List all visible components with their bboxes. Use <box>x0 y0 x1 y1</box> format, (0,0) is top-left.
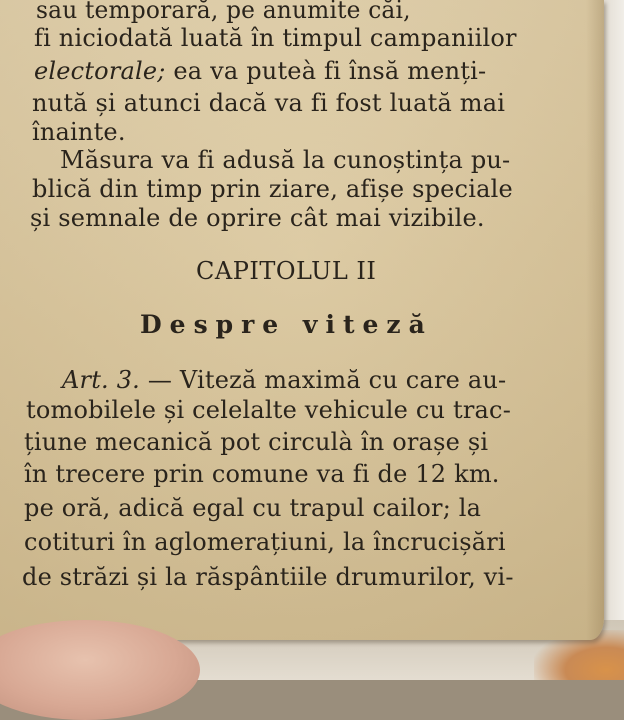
article-label: Art. 3. <box>62 366 141 394</box>
line-text: fi niciodată luată în timpul campaniilor <box>34 24 517 52</box>
article-dash: — <box>140 366 180 394</box>
text-line-4 <box>32 91 505 115</box>
article-line-3 <box>24 430 488 454</box>
line-text: pe oră, adică egal cu trapul cailor; la <box>24 494 482 522</box>
text-line-2 <box>34 26 517 50</box>
article-line-2 <box>26 398 511 422</box>
line-text: ea va puteà fi însă menți- <box>173 57 487 85</box>
line-text: blică din timp prin ziare, afișe speciale <box>32 175 513 203</box>
text-line-8 <box>30 206 485 230</box>
article-line-7 <box>22 565 514 589</box>
chapter-heading: CAPITOLUL II <box>196 257 377 285</box>
line-text: tomobilele și celelalte vehicule cu trac- <box>26 396 512 424</box>
article-line-5 <box>24 496 481 520</box>
article-line-1 <box>62 368 506 392</box>
line-text: nută și atunci dacă va fi fost luată mai <box>32 89 506 117</box>
line-text: de străzi și la răspântiile drumurilor, vi- <box>22 563 514 591</box>
line-text-italic: electorale; <box>34 57 174 85</box>
text-line-6 <box>60 148 510 172</box>
line-text: înainte. <box>32 118 126 146</box>
line-text: și semnale de oprire cât mai vizibile. <box>30 204 485 232</box>
text-line-1 <box>36 0 411 22</box>
line-text: țiune mecanică pot circulà în orașe și <box>24 428 489 456</box>
text-line-3 <box>34 59 486 83</box>
section-title: Despre viteză <box>140 310 433 339</box>
line-text: Viteză maximă cu care au- <box>179 366 507 394</box>
article-line-4 <box>24 462 500 486</box>
text-line-7 <box>32 177 513 201</box>
text-line-5 <box>32 120 126 144</box>
line-text: sau temporară, pe anumite căi, <box>36 0 411 24</box>
line-text: în trecere prin comune va fi de 12 km. <box>24 460 500 488</box>
article-line-6 <box>24 530 506 554</box>
line-text: Măsura va fi adusă la cunoștința pu- <box>60 146 511 174</box>
line-text: cotituri în aglomerațiuni, la încrucișări <box>24 528 506 556</box>
